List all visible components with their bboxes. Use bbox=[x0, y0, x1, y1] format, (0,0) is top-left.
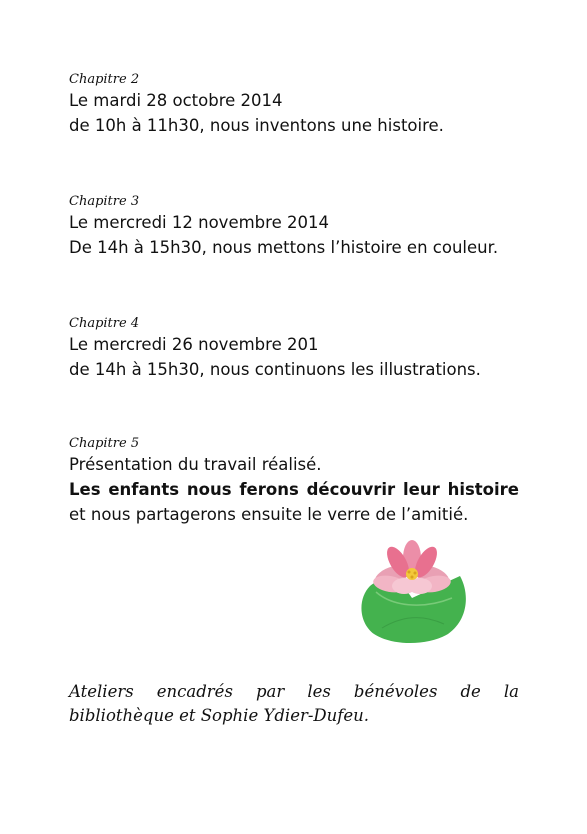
chapter-closing-paragraph bbox=[69, 477, 519, 527]
chapter-description: De 14h à 15h30, nous mettons l’histoire en couleur. bbox=[69, 238, 499, 257]
chapter-title: Chapitre 3 bbox=[69, 194, 140, 209]
chapter-3 bbox=[69, 194, 529, 260]
chapter-date: Le mardi 28 octobre 2014 bbox=[69, 91, 283, 110]
footer-credits: Ateliers encadrés par les bénévoles de la bibliothèque et Sophie Ydier-Dufeu. bbox=[69, 682, 519, 725]
chapter-date: Le mercredi 26 novembre 201 bbox=[69, 335, 319, 354]
chapter-title: Chapitre 4 bbox=[69, 316, 140, 331]
chapter-2 bbox=[69, 72, 529, 138]
chapter-date: Le mercredi 12 novembre 2014 bbox=[69, 213, 329, 232]
chapter-4 bbox=[69, 316, 529, 382]
water-lily-icon bbox=[352, 536, 472, 646]
chapter-presentation: Présentation du travail réalisé. bbox=[69, 455, 322, 474]
closing-rest-text: et nous partagerons ensuite le verre de l’amitié. bbox=[69, 505, 469, 524]
chapter-description: de 10h à 11h30, nous inventons une histoire. bbox=[69, 116, 444, 135]
chapter-title: Chapitre 2 bbox=[69, 72, 140, 87]
chapter-description: de 14h à 15h30, nous continuons les illustrations. bbox=[69, 360, 481, 379]
chapter-5 bbox=[69, 436, 529, 527]
closing-bold-text: Les enfants nous ferons découvrir leur histoire bbox=[69, 480, 519, 499]
chapter-title: Chapitre 5 bbox=[69, 436, 140, 451]
